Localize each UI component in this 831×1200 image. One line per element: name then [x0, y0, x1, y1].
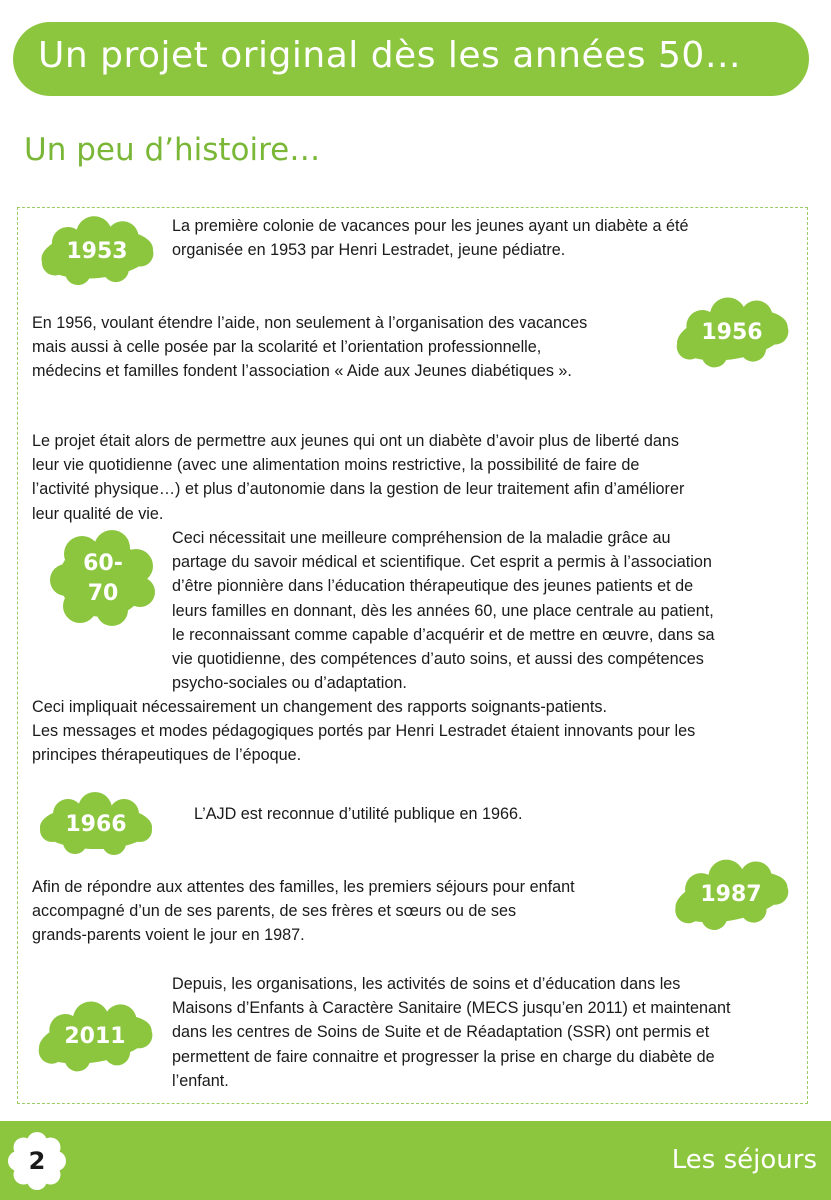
year-badge-label: 1987	[700, 882, 762, 907]
text-line: Maisons d’Enfants à Caractère Sanitaire (MECS jusqu’en 2011) et maintenant	[172, 999, 731, 1018]
paragraph-60-70	[172, 526, 715, 695]
text-line: principes thérapeutiques de l’époque.	[32, 746, 302, 765]
paragraph-1987	[32, 875, 575, 948]
text-line: d’être pionnière dans l’éducation thérapeutique des jeunes patients et de	[172, 577, 694, 596]
text-line: partage du savoir médical et scientifique. Cet esprit a permis à l’association	[172, 553, 712, 572]
text-line: psycho-sociales ou d’adaptation.	[172, 674, 407, 693]
year-badge-1987	[666, 857, 796, 933]
text-line: organisée en 1953 par Henri Lestradet, jeune pédiatre.	[172, 241, 566, 260]
text-line: leur vie quotidienne (avec une alimentation moins restrictive, la possibilité de faire de	[32, 456, 640, 475]
footer-section-title: Les séjours	[671, 1145, 817, 1175]
year-badge-label	[46, 530, 160, 628]
text-line: permettent de faire connaitre et progresser la prise en charge du diabète de	[172, 1047, 715, 1066]
text-line: Depuis, les organisations, les activités de soins et d’éducation dans les	[172, 975, 681, 993]
text-line: grands-parents voient le jour en 1987.	[32, 926, 305, 945]
text-line: Le projet était alors de permettre aux jeunes qui ont un diabète d’avoir plus de liberté dans	[32, 432, 680, 450]
paragraph-1953	[172, 214, 689, 262]
text-line: L’AJD est reconnue d’utilité publique en 1966.	[194, 805, 523, 823]
year-badge-label: 1956	[701, 320, 763, 345]
text-line: Ceci nécessitait une meilleure compréhension de la maladie grâce au	[172, 529, 671, 547]
year-badge-label: 1953	[66, 239, 128, 264]
paragraph-project	[32, 429, 684, 526]
section-subtitle: Un peu d’histoire…	[24, 132, 321, 168]
text-line: le reconnaissant comme capable d’acquérir et de mettre en œuvre, dans sa	[172, 625, 715, 644]
text-line: mais aussi à celle posée par la scolarité et l’orientation professionnelle,	[32, 338, 542, 357]
year-badge-label: 2011	[64, 1024, 126, 1049]
text-line: l’activité physique…) et plus d’autonomie dans la gestion de leur traitement afin d’améliorer	[32, 480, 685, 499]
badge-line: 60-	[83, 551, 123, 576]
text-line: En 1956, voulant étendre l’aide, non seulement à l’organisation des vacances	[32, 314, 588, 332]
page-title: Un projet original dès les années 50…	[38, 35, 742, 76]
text-line: médecins et familles fondent l’association « Aide aux Jeunes diabétiques ».	[32, 362, 572, 381]
text-line: Les messages et modes pédagogiques portés par Henri Lestradet étaient innovants pour les	[32, 722, 696, 741]
year-badge-1953	[34, 214, 160, 290]
text-line: l’enfant.	[172, 1071, 229, 1090]
year-badge-60-70	[46, 530, 160, 628]
page-number: 2	[28, 1147, 46, 1175]
text-line: leurs familles en donnant, dès les années 60, une place centrale au patient,	[172, 601, 714, 620]
text-line: dans les centres de Soins de Suite et de Réadaptation (SSR) ont permis et	[172, 1023, 710, 1042]
text-line: leur qualité de vie.	[32, 504, 164, 523]
text-line: accompagné d’un de ses parents, de ses frères et sœurs ou de ses	[32, 902, 517, 921]
text-line: La première colonie de vacances pour les jeunes ayant un diabète a été	[172, 217, 689, 235]
text-line: vie quotidienne, des compétences d’auto soins, et aussi des compétences	[172, 650, 704, 669]
text-line: Ceci impliquait nécessairement un changement des rapports soignants-patients.	[32, 698, 607, 716]
title-banner	[13, 22, 809, 96]
paragraph-2011	[172, 972, 730, 1093]
page-number-badge	[8, 1132, 66, 1190]
footer-bar	[0, 1121, 831, 1200]
year-badge-1966	[32, 790, 160, 860]
badge-line: 70	[87, 581, 119, 606]
paragraph-1956	[32, 311, 587, 384]
paragraph-1966	[194, 802, 522, 826]
text-line: Afin de répondre aux attentes des familles, les premiers séjours pour enfant	[32, 878, 575, 896]
year-badge-1956	[668, 295, 796, 371]
year-badge-2011	[30, 998, 160, 1076]
year-badge-label: 1966	[65, 812, 127, 837]
paragraph-relations	[32, 695, 695, 768]
